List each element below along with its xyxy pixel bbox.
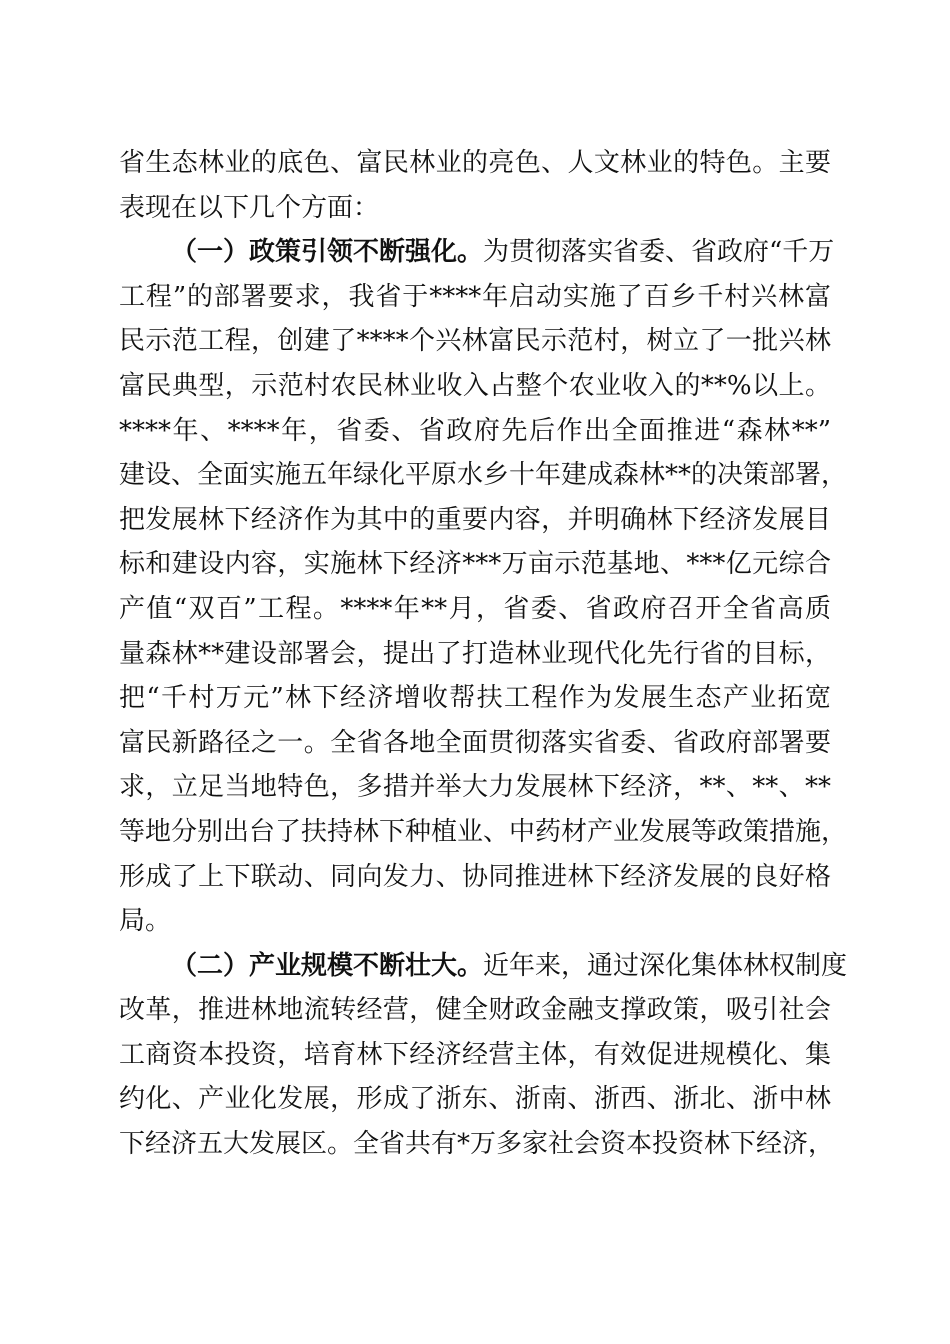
text-line: 等地分别出台了扶持林下种植业、中药材产业发展等政策措施， [119,816,848,847]
text-line: 量森林**建设部署会，提出了打造林业现代化先行省的目标， [119,638,831,669]
text-line: 形成了上下联动、同向发力、协同推进林下经济发展的良好格 [119,861,831,892]
text-line: 富民新路径之一。全省各地全面贯彻落实省委、省政府部署要 [119,727,831,758]
text-line: 工程”的部署要求，我省于****年启动实施了百乡千村兴林富 [119,281,831,312]
text-line: 建设、全面实施五年绿化平原水乡十年建成森林**的决策部署， [119,460,848,491]
text-line: 局。 [119,906,172,937]
body-text [119,141,848,1167]
section-heading-line [119,230,835,275]
text-line: 省生态林业的底色、富民林业的亮色、人文林业的特色。主要 [119,148,831,178]
text-line: 把发展林下经济作为其中的重要内容，并明确林下经济发展目 [119,504,831,535]
text-line: 产值“双百”工程。****年**月，省委、省政府召开全省高质 [119,593,831,624]
section-heading: （二）产业规模不断壮大。 [171,950,484,981]
text-line: ****年、****年，省委、省政府先后作出全面推进“森林**” [119,415,831,446]
section-heading: （一）政策引领不断强化。 [171,237,484,268]
text-span: 为贯彻落实省委、省政府“千万 [483,237,835,268]
text-line: 下经济五大发展区。全省共有*万多家社会资本投资林下经济， [119,1129,835,1160]
text-line: 改革，推进林地流转经营，健全财政金融支撑政策，吸引社会 [119,995,831,1026]
text-line: 表现在以下几个方面： [119,192,380,223]
text-line: 富民典型，示范村农民林业收入占整个农业收入的**%以上。 [119,370,831,401]
text-line: 工商资本投资，培育林下经济经营主体，有效促进规模化、集 [119,1039,831,1070]
text-line: 求，立足当地特色，多措并举大力发展林下经济，**、**、** [119,772,831,803]
text-line: 约化、产业化发展，形成了浙东、浙南、浙西、浙北、浙中林 [119,1084,831,1115]
text-span: 近年来，通过深化集体林权制度 [483,950,848,981]
text-line: 民示范工程，创建了****个兴林富民示范村，树立了一批兴林 [119,326,831,357]
section-heading-line [119,944,848,989]
text-line: 把“千村万元”林下经济增收帮扶工程作为发展生态产业拓宽 [119,683,831,714]
text-line: 标和建设内容，实施林下经济***万亩示范基地、***亿元综合 [119,549,831,580]
